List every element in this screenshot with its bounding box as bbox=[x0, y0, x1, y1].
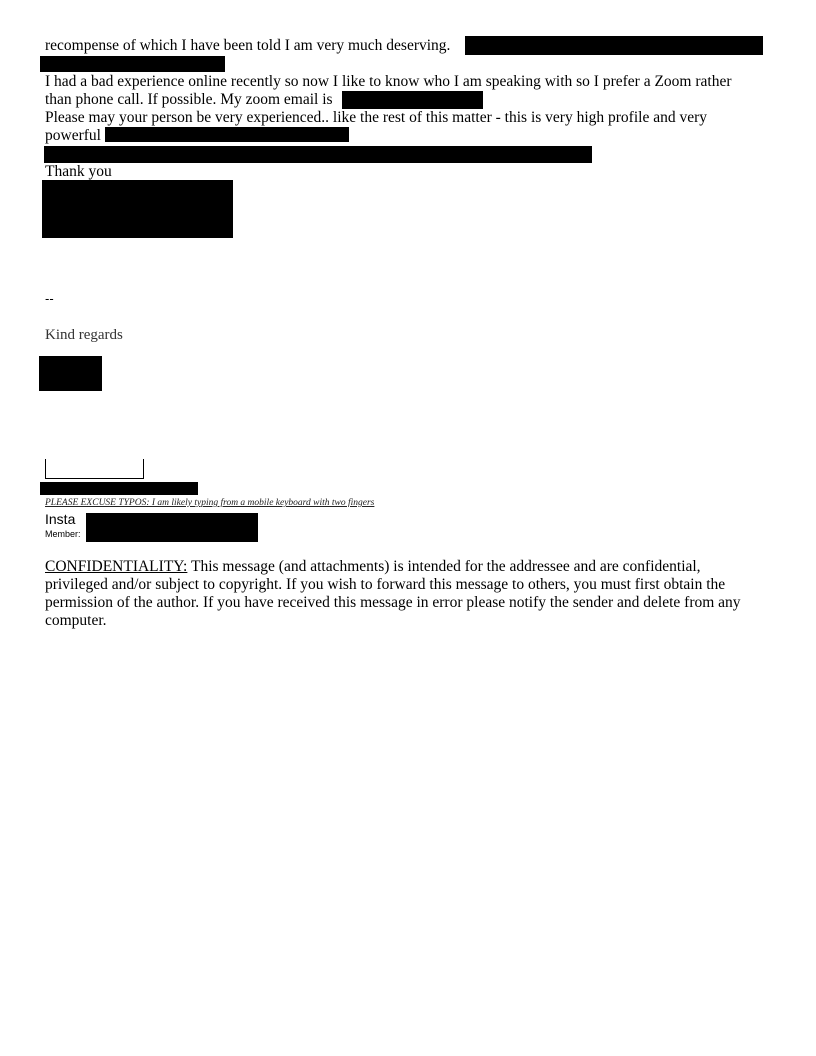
redaction-block bbox=[42, 180, 233, 238]
redaction-block bbox=[44, 146, 592, 163]
redaction-block bbox=[105, 127, 349, 142]
signature-image-frame bbox=[45, 459, 144, 479]
confidentiality-line-4: computer. bbox=[45, 612, 107, 629]
redaction-block bbox=[86, 513, 258, 542]
redaction-block bbox=[342, 91, 483, 109]
confidentiality-heading: CONFIDENTIALITY: bbox=[45, 558, 188, 575]
insta-label: Insta bbox=[45, 511, 76, 527]
typo-disclaimer: PLEASE EXCUSE TYPOS: I am likely typing from a mobile keyboard with two fingers bbox=[45, 498, 375, 508]
redaction-block bbox=[40, 482, 198, 495]
confidentiality-line-3: permission of the author. If you have received this message in error please notify the sender and delete from any bbox=[45, 594, 741, 611]
redaction-block bbox=[39, 356, 102, 391]
email-line-recompense: recompense of which I have been told I am very much deserving. bbox=[45, 37, 451, 54]
email-line-zoom-email: than phone call. If possible. My zoom email is bbox=[45, 91, 333, 108]
redaction-block bbox=[40, 56, 225, 72]
redaction-block bbox=[465, 36, 763, 55]
signature-closing: Kind regards bbox=[45, 327, 123, 343]
email-line-powerful: powerful bbox=[45, 127, 101, 144]
confidentiality-text: This message (and attachments) is intended for the addressee and are confidential, bbox=[187, 558, 701, 575]
confidentiality-line-2: privileged and/or subject to copyright. If you wish to forward this message to others, you must first obtain the bbox=[45, 576, 726, 593]
signature-dashes: -- bbox=[45, 291, 54, 306]
member-label: Member: bbox=[45, 529, 81, 539]
email-line-bad-experience: I had a bad experience online recently so now I like to know who I am speaking with so I prefer a Zoom rather bbox=[45, 73, 732, 90]
email-line-thank-you: Thank you bbox=[45, 163, 112, 180]
confidentiality-line-1 bbox=[45, 558, 701, 576]
email-line-experienced: Please may your person be very experienced.. like the rest of this matter - this is very high profile and very bbox=[45, 109, 707, 126]
